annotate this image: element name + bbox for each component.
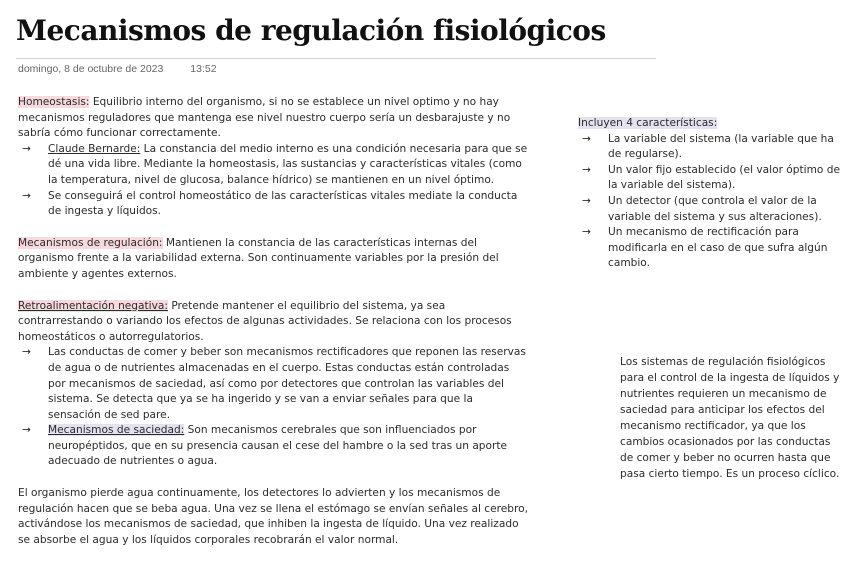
- side-note-text: Los sistemas de regulación fisiológicos para el control de la ingesta de líquidos y nutrientes requieren un mecanismo de saciedad para anticipar los efectos del mecanismo rectificador, ya que los cambios ocasionados por las conductas de comer y beber no ocurren hasta que pasa cierto tiempo. Es un proceso cíclico.: [620, 356, 840, 480]
- bernarde-name: Claude Bernarde:: [48, 142, 141, 155]
- arrow-icon: →: [22, 142, 31, 155]
- homeostasis-term: Homeostasis:: [18, 96, 90, 108]
- retro-paragraph: [18, 299, 528, 346]
- list-item: [18, 345, 528, 423]
- list-item: → Un valor fijo establecido (el valor óptimo de la variable del sistema).: [582, 163, 841, 192]
- arrow-icon: →: [22, 346, 31, 359]
- saciedad-name: Mecanismos de saciedad:: [48, 424, 185, 437]
- arrow-icon: →: [582, 132, 591, 145]
- main-notes[interactable]: [18, 95, 528, 564]
- page-title: Mecanismos de regulación fisiológicos: [16, 14, 606, 47]
- page-date: domingo, 8 de octubre de 2023: [18, 63, 164, 75]
- retro-term: Retroalimentación negativa:: [18, 299, 168, 312]
- list-item: [18, 142, 528, 189]
- closing-paragraph: El organismo pierde agua continuamente, los detectores lo advierten y los mecanismos de regulación hacen que se beba agua. Una vez se llena el estómago se envían señales al cerebro, activándose los mecanismos de saciedad, que inhiben la ingesta de líquido. Una vez realizado se absorbe el agua y los líquidos corporales recobrarán el valor normal.: [18, 487, 528, 546]
- saciedad-text: Son mecanismos cerebrales que son influenciados por neuropéptidos, que en su presencia causan el cese del hambre o la sed tras un aporte adecuado de nutrientes o agua.: [48, 424, 508, 468]
- control-text: Se conseguirá el control homeostático de las características vitales mediate la conducta de ingesta y líquidos.: [48, 189, 518, 218]
- arrow-icon: →: [582, 226, 591, 239]
- retro-text: Pretende mantener el equilibrio del sistema, ya sea contrarrestando o variando los efectos de algunas actividades. Se relaciona con los procesos homeostáticos o autorregulatorios.: [18, 299, 512, 343]
- list-item: → La variable del sistema (la variable que ha de regularse).: [582, 132, 834, 161]
- page-meta: [18, 63, 217, 75]
- homeostasis-paragraph: [18, 95, 528, 142]
- arrow-icon: →: [582, 194, 591, 207]
- arrow-icon: →: [22, 424, 31, 437]
- regulacion-paragraph: [18, 236, 528, 283]
- list-item: [18, 423, 528, 470]
- caracteristicas-heading: Incluyen 4 características:: [578, 117, 718, 129]
- page-time: 13:52: [190, 63, 217, 75]
- list-item: → Un detector (que controla el valor de la variable del sistema y sus alteraciones).: [582, 194, 822, 223]
- bernarde-text: La constancia del medio interno es una condición necesaria para que se dé una vida libre. Mediante la homeostasis, las sustancias y características vitales (como la temperatura, nivel de glucosa, balance hídrico) se mantienen en un nivel óptimo.: [48, 142, 528, 186]
- retro-section: [18, 299, 528, 471]
- regulacion-term: Mecanismos de regulación:: [18, 236, 163, 249]
- conductas-text: Las conductas de comer y beber son mecanismos rectificadores que reponen las reservas de agua o de nutrientes almacenadas en el cuerpo. Estas conductas están controladas por mecanismos de saciedad, así como por detectores que controlan las variables del sistema. Se detecta que ya se ha ingerido y se van a enviar señales para que la sensación de sed pare.: [48, 346, 526, 421]
- caracteristicas-note[interactable]: [578, 116, 846, 272]
- side-note[interactable]: [620, 354, 844, 482]
- list-item: [18, 189, 528, 220]
- arrow-icon: →: [22, 189, 31, 202]
- list-item: → Un mecanismo de rectificación para modificarla en el caso de que sufra algún cambio.: [582, 226, 828, 270]
- title-divider: [16, 58, 656, 59]
- regulacion-text: Mantienen la constancia de las características internas del organismo frente a la variabilidad externa. Son continuamente variables por la presión del ambiente y agentes externos.: [18, 236, 499, 280]
- arrow-icon: →: [582, 163, 591, 176]
- homeostasis-text: Equilibrio interno del organismo, si no se establece un nivel optimo y no hay mecanismos reguladores que mantenga ese nivel nuestro cuerpo sería un desbarajuste y no sabría cómo funcionar correctamente.: [18, 96, 511, 140]
- homeostasis-section: [18, 95, 528, 220]
